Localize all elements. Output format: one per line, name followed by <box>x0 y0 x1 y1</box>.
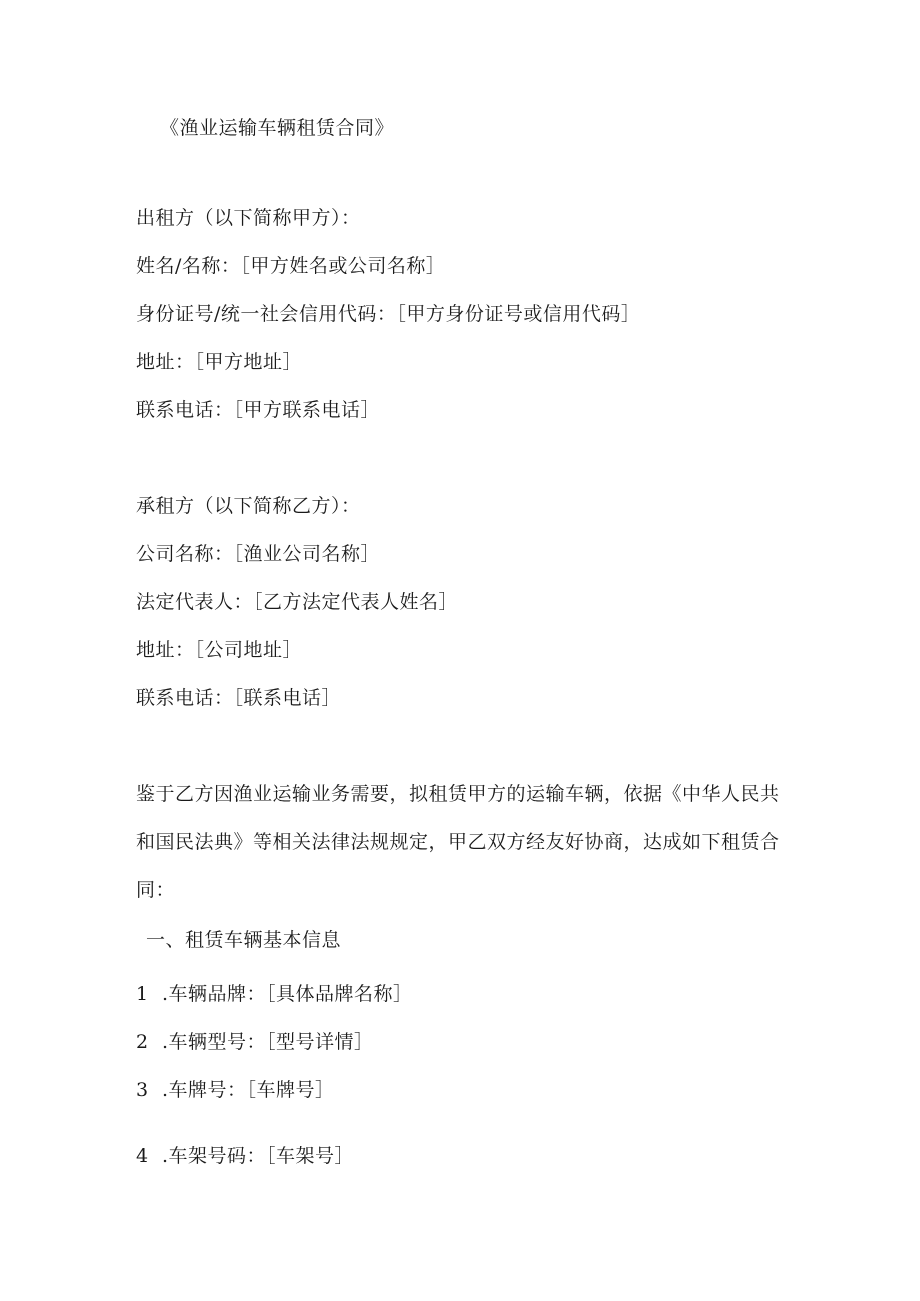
item-number: 3 <box>136 1079 149 1101</box>
list-item-brand <box>136 982 413 1006</box>
list-item-plate <box>136 1078 335 1102</box>
lessee-phone: 联系电话：［联系电话］ <box>136 687 342 709</box>
lessee-company: 公司名称：［渔业公司名称］ <box>136 543 381 565</box>
lessee-address: 地址：［公司地址］ <box>136 639 303 661</box>
item-text: .车辆型号：［型号详情］ <box>162 1031 374 1053</box>
lessee-heading: 承租方（以下简称乙方）： <box>136 495 361 517</box>
item-text: .车辆品牌：［具体品牌名称］ <box>162 983 413 1005</box>
item-text: .车牌号：［车牌号］ <box>162 1079 335 1101</box>
contract-title: 《渔业运输车辆租赁合同》 <box>160 117 395 139</box>
item-text: .车架号码：［车架号］ <box>162 1145 355 1167</box>
item-number: 1 <box>136 983 149 1005</box>
list-item-model <box>136 1030 374 1054</box>
preamble-paragraph: 鉴于乙方因渔业运输业务需要，拟租赁甲方的运输车辆，依据《中华人民共和国民法典》等相关法律法规规定，甲乙双方经友好协商，达成如下租赁合同： <box>136 783 780 901</box>
list-item-vin <box>136 1144 354 1168</box>
lessor-heading: 出租方（以下简称甲方）： <box>136 207 361 229</box>
item-number: 4 <box>136 1145 149 1167</box>
item-number: 2 <box>136 1031 149 1053</box>
lessee-representative: 法定代表人：［乙方法定代表人姓名］ <box>136 591 459 613</box>
section-heading: 一、租赁车辆基本信息 <box>146 929 342 951</box>
lessor-id: 身份证号/统一社会信用代码：［甲方身份证号或信用代码］ <box>136 303 641 325</box>
lessor-phone: 联系电话：［甲方联系电话］ <box>136 399 381 421</box>
lessor-address: 地址：［甲方地址］ <box>136 351 303 373</box>
lessor-name: 姓名/名称：［甲方姓名或公司名称］ <box>136 255 446 277</box>
